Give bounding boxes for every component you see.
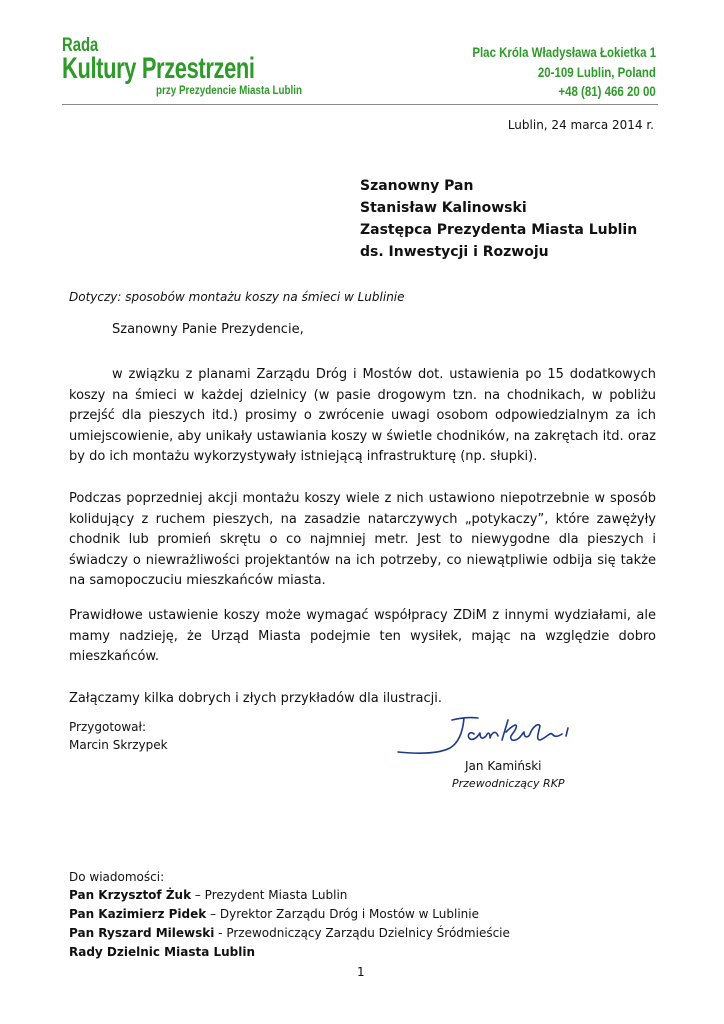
- recipient-line: ds. Inwestycji i Rozwoju: [360, 244, 549, 260]
- recipient-line: Zastępca Prezydenta Miasta Lublin: [360, 222, 638, 238]
- logo-line-2: Kultury Przestrzeni: [62, 52, 255, 85]
- recipient-line: Stanisław Kalinowski: [360, 200, 527, 216]
- signer-name: Jan Kamiński: [465, 759, 542, 773]
- prepared-by-name: Marcin Skrzypek: [69, 738, 168, 752]
- cc-item-role: - Przewodniczący Zarządu Dzielnicy Śródmieście: [214, 926, 510, 940]
- cc-label: Do wiadomości:: [69, 870, 165, 884]
- cc-item-name: Pan Kazimierz Pidek: [69, 907, 207, 921]
- logo-line-1: Rada: [62, 35, 99, 56]
- contact-city: 20-109 Lublin, Poland: [537, 64, 656, 80]
- cc-item-name: Pan Krzysztof Żuk: [69, 888, 192, 902]
- cc-item: [69, 924, 510, 942]
- body-paragraph: Prawidłowe ustawienie koszy może wymagać współpracy ZDiM z innymi wydziałami, ale mamy nadzieję, że Urząd Miasta podejmie ten wysiłek, mając na względzie dobro mieszkańców.: [69, 608, 656, 664]
- handwritten-signature: [390, 708, 585, 758]
- contact-phone: +48 (81) 466 20 00: [558, 83, 656, 99]
- cc-item: [69, 905, 479, 923]
- page-number: 1: [357, 965, 365, 979]
- cc-item-name: Rady Dzielnic Miasta Lublin: [69, 945, 256, 959]
- cc-item: [69, 943, 255, 961]
- body-paragraph: Załączamy kilka dobrych i złych przykładów dla ilustracji.: [69, 691, 442, 706]
- header-divider: [62, 104, 658, 105]
- logo-line-3: przy Prezydencie Miasta Lublin: [156, 83, 303, 97]
- body-paragraph: Podczas poprzedniej akcji montażu koszy wiele z nich ustawiono niepotrzebnie w sposób kolidujący z ruchem pieszych, na zasadzie natarczywych „potykaczy”, które zawężyły chodnik lub promień skrętu o co najmniej metr. Jest to niewygodne dla pieszych i świadczy o niewrażliwości projektantów na ich potrzeby, co niewątpliwie odbija się także na samopoczuciu mieszkańców miasta.: [69, 491, 656, 588]
- salutation: Szanowny Panie Prezydencie,: [112, 322, 304, 337]
- prepared-by-label: Przygotował:: [69, 720, 146, 734]
- cc-item: [69, 886, 347, 904]
- recipient-line: Szanowny Pan: [360, 178, 474, 194]
- signer-role: Przewodniczący RKP: [452, 777, 565, 790]
- cc-item-role: – Dyrektor Zarządu Dróg i Mostów w Lublinie: [206, 907, 479, 921]
- cc-item-role: – Prezydent Miasta Lublin: [191, 888, 348, 902]
- contact-address: Plac Króla Władysława Łokietka 1: [472, 44, 656, 60]
- body-paragraph: w związku z planami Zarządu Dróg i Mostów dot. ustawienia po 15 dodatkowych koszy na śmieci w każdej dzielnicy (w pasie drogowym tzn. na chodnikach, w pobliżu przejść dla pieszych itd.) prosimy o zwrócenie uwagi osobom odpowiedzialnym za ich umiejscowienie, aby unikały ustawiania koszy w świetle chodników, na zakrętach itd. oraz by do ich montażu wykorzystywały istniejącą infrastrukturę (np. słupki).: [69, 367, 656, 464]
- letter-subject: Dotyczy: sposobów montażu koszy na śmieci w Lublinie: [69, 290, 405, 304]
- letter-date: Lublin, 24 marca 2014 r.: [507, 118, 654, 132]
- cc-item-name: Pan Ryszard Milewski: [69, 926, 215, 940]
